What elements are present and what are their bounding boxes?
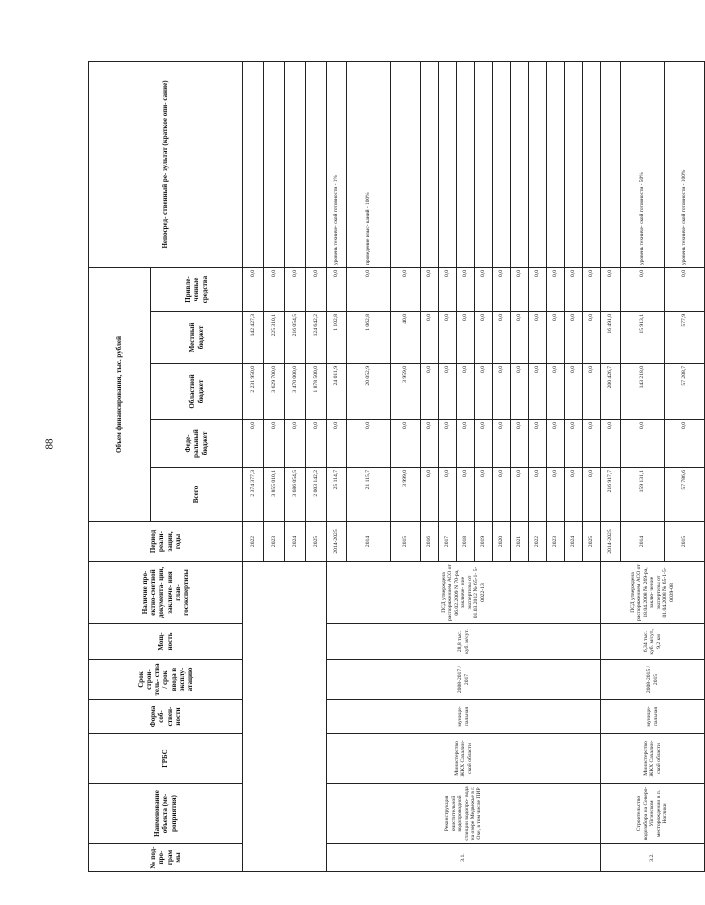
federal-cell: 0,0	[457, 420, 475, 468]
total-cell: 0,0	[421, 468, 439, 522]
federal-cell: 0,0	[264, 420, 285, 468]
period-cell: 2022	[529, 522, 547, 562]
federal-cell: 0,0	[621, 420, 665, 468]
ownership-form: муници- пальная	[327, 700, 601, 734]
regional-cell: 0,0	[439, 364, 457, 420]
period-cell: 2016	[421, 522, 439, 562]
header-form: Форма соб- ствен- ности	[89, 700, 243, 734]
regional-cell: 0,0	[457, 364, 475, 420]
regional-cell: 1 878 500,0	[306, 364, 327, 420]
federal-cell: 0,0	[243, 420, 264, 468]
attracted-cell: 0,0	[391, 268, 421, 312]
attracted-cell: 0,0	[565, 268, 583, 312]
federal-cell: 0,0	[347, 420, 391, 468]
total-cell: 0,0	[565, 468, 583, 522]
total-cell: 0,0	[475, 468, 493, 522]
grbs-cell: Министерство ЖКХ Сахалин- ской области	[327, 734, 601, 784]
local-cell: 0,0	[511, 312, 529, 364]
period-cell: 2015	[391, 522, 421, 562]
object-name: Реконструкция очистительной водопроводной станции водопро- вода на озере Медвежье в г. Охе, в том числе ПИР	[327, 784, 601, 844]
local-cell: 0,0	[421, 312, 439, 364]
local-cell: 0,0	[439, 312, 457, 364]
federal-cell: 0,0	[601, 420, 621, 468]
total-cell: 0,0	[493, 468, 511, 522]
result-cell	[421, 62, 439, 268]
federal-cell: 0,0	[529, 420, 547, 468]
total-cell: 3 999,0	[391, 468, 421, 522]
financing-table	[88, 61, 705, 872]
total-cell: 3 855 010,1	[264, 468, 285, 522]
period-cell: 2015	[665, 522, 705, 562]
local-cell: 0,0	[493, 312, 511, 364]
regional-cell: 24 011,9	[327, 364, 347, 420]
page-number: 88	[43, 438, 56, 450]
local-cell: 0,0	[565, 312, 583, 364]
federal-cell: 0,0	[439, 420, 457, 468]
period-cell: 2021	[511, 522, 529, 562]
regional-cell: 143 218,0	[621, 364, 665, 420]
period-cell: 2017	[439, 522, 457, 562]
object-name: Строительство водозабора на Северо- Уйгинском месторождении в п. Ноглики	[601, 784, 705, 844]
header-num: № под- про- грам мы	[89, 844, 243, 872]
result-cell: уровень техниче- ской готовности - 50%	[621, 62, 665, 268]
total-cell: 3 686 054,5	[285, 468, 306, 522]
attracted-cell: 0,0	[421, 268, 439, 312]
period-cell: 2024	[285, 522, 306, 562]
result-cell	[457, 62, 475, 268]
regional-cell: 0,0	[583, 364, 601, 420]
header-total: Всего	[151, 468, 243, 522]
attracted-cell: 0,0	[285, 268, 306, 312]
attracted-cell: 0,0	[264, 268, 285, 312]
attracted-cell: 0,0	[327, 268, 347, 312]
local-cell: 142 427,3	[243, 312, 264, 364]
local-cell: 225 310,1	[264, 312, 285, 364]
result-cell	[583, 62, 601, 268]
local-cell: 1 102,8	[327, 312, 347, 364]
regional-cell: 2 231 950,0	[243, 364, 264, 420]
result-cell	[306, 62, 327, 268]
regional-cell: 0,0	[511, 364, 529, 420]
total-cell: 0,0	[547, 468, 565, 522]
regional-cell: 57 208,7	[665, 364, 705, 420]
local-cell: 216 054,5	[285, 312, 306, 364]
regional-cell: 0,0	[547, 364, 565, 420]
result-cell	[285, 62, 306, 268]
period-cell: 2014	[347, 522, 391, 562]
local-cell: 577,9	[665, 312, 705, 364]
regional-cell: 0,0	[493, 364, 511, 420]
local-cell: 0,0	[529, 312, 547, 364]
local-cell: 0,0	[457, 312, 475, 364]
capacity-cell: 28,8 тыс. куб. м/сут.	[327, 624, 601, 660]
total-cell: 216 917,7	[601, 468, 621, 522]
period-cell: 2022	[243, 522, 264, 562]
regional-cell: 20 052,9	[347, 364, 391, 420]
federal-cell: 0,0	[565, 420, 583, 468]
continuation-cell	[243, 562, 327, 872]
attracted-cell: 0,0	[475, 268, 493, 312]
period-cell: 2023	[547, 522, 565, 562]
total-cell: 57 786,6	[665, 468, 705, 522]
result-cell	[511, 62, 529, 268]
regional-cell: 3 959,0	[391, 364, 421, 420]
federal-cell: 0,0	[511, 420, 529, 468]
federal-cell: 0,0	[493, 420, 511, 468]
total-cell: 0,0	[583, 468, 601, 522]
result-cell: уровень техниче- ской готовности - 100%	[665, 62, 705, 268]
result-cell: проведение изыс- каний - 100%	[347, 62, 391, 268]
attracted-cell: 0,0	[243, 268, 264, 312]
table-row	[243, 62, 264, 872]
federal-cell: 0,0	[327, 420, 347, 468]
total-cell: 2 374 377,3	[243, 468, 264, 522]
local-cell: 0,0	[583, 312, 601, 364]
row-number: 3.2.	[601, 844, 705, 872]
federal-cell: 0,0	[391, 420, 421, 468]
total-cell: 2 003 142,2	[306, 468, 327, 522]
construction-term: 2008-2017 / 2017	[327, 660, 601, 700]
regional-cell: 0,0	[475, 364, 493, 420]
period-cell: 2018	[457, 522, 475, 562]
regional-cell: 3 629 700,0	[264, 364, 285, 420]
result-cell	[243, 62, 264, 268]
attracted-cell: 0,0	[347, 268, 391, 312]
local-cell: 1 062,8	[347, 312, 391, 364]
total-cell: 0,0	[439, 468, 457, 522]
ownership-form: муници- пальная	[601, 700, 705, 734]
period-cell: 2014-2025	[327, 522, 347, 562]
result-cell	[493, 62, 511, 268]
attracted-cell: 0,0	[493, 268, 511, 312]
attracted-cell: 0,0	[583, 268, 601, 312]
attracted-cell: 0,0	[621, 268, 665, 312]
header-period: Период реали- зации, годы	[89, 522, 243, 562]
federal-cell: 0,0	[547, 420, 565, 468]
psd-cell: ПСД утверждена распоряжением АСО от 18.04.2008 № 269-ра, заклю- чение экспертизы от 01.04.2008 № 65-1-5-0039-08	[601, 562, 705, 624]
row-number: 3.1.	[327, 844, 601, 872]
attracted-cell: 0,0	[439, 268, 457, 312]
local-cell: 16 491,0	[601, 312, 621, 364]
header-attracted: Привле- ченные средства	[151, 268, 243, 312]
period-cell: 2025	[306, 522, 327, 562]
federal-cell: 0,0	[306, 420, 327, 468]
header-volume: Объем финансирования, тыс. рублей	[89, 268, 151, 522]
result-cell: уровень техниче- ской готовности - 1%	[327, 62, 347, 268]
header-psd: Наличие про- ектно-сметной документа- ции, заключе- ния глав- госэкспертизы	[89, 562, 243, 624]
local-cell: 15 913,1	[621, 312, 665, 364]
header-term: Срок строи- тель- ства / срок ввода в эксплу- атацию	[89, 660, 243, 700]
local-cell: 124 642,2	[306, 312, 327, 364]
header-regional: Областной бюджет	[151, 364, 243, 420]
federal-cell: 0,0	[665, 420, 705, 468]
period-cell: 2020	[493, 522, 511, 562]
capacity-cell: 6,34 тыс. куб. м/сут., 9,2 км	[601, 624, 705, 660]
header-local: Местный бюджет	[151, 312, 243, 364]
total-cell: 0,0	[511, 468, 529, 522]
period-cell: 2025	[583, 522, 601, 562]
regional-cell: 0,0	[565, 364, 583, 420]
result-cell	[547, 62, 565, 268]
attracted-cell: 0,0	[306, 268, 327, 312]
attracted-cell: 0,0	[529, 268, 547, 312]
period-cell: 2014	[621, 522, 665, 562]
psd-cell: ПСД утверждена распоряжением АСО от 06.02.2009 N 70-ра, заключе- ние экспертизы от 01.03.2012 № 65-1- 5-0022-13	[327, 562, 601, 624]
federal-cell: 0,0	[285, 420, 306, 468]
federal-cell: 0,0	[421, 420, 439, 468]
total-cell: 159 131,1	[621, 468, 665, 522]
local-cell: 0,0	[475, 312, 493, 364]
result-cell	[264, 62, 285, 268]
header-federal: Феде- ральный бюджет	[151, 420, 243, 468]
period-cell: 2019	[475, 522, 493, 562]
regional-cell: 200 426,7	[601, 364, 621, 420]
attracted-cell: 0,0	[457, 268, 475, 312]
local-cell: 40,0	[391, 312, 421, 364]
attracted-cell: 0,0	[511, 268, 529, 312]
result-cell	[601, 62, 621, 268]
regional-cell: 3 470 000,0	[285, 364, 306, 420]
result-cell	[439, 62, 457, 268]
total-cell: 0,0	[529, 468, 547, 522]
header-row-1	[89, 62, 151, 872]
grbs-cell: Министерство ЖКХ Сахалин- ской области	[601, 734, 705, 784]
attracted-cell: 0,0	[665, 268, 705, 312]
table-row	[601, 62, 621, 872]
regional-cell: 0,0	[421, 364, 439, 420]
period-cell: 2023	[264, 522, 285, 562]
total-cell: 25 114,7	[327, 468, 347, 522]
header-result: Непосред- ственный ре- зультат (краткое опи- сание)	[89, 62, 243, 268]
attracted-cell: 0,0	[601, 268, 621, 312]
period-cell: 2024	[565, 522, 583, 562]
total-cell: 0,0	[457, 468, 475, 522]
header-grbs: ГРБС	[89, 734, 243, 784]
attracted-cell: 0,0	[547, 268, 565, 312]
federal-cell: 0,0	[583, 420, 601, 468]
total-cell: 21 115,7	[347, 468, 391, 522]
result-cell	[529, 62, 547, 268]
table-row	[327, 62, 347, 872]
federal-cell: 0,0	[475, 420, 493, 468]
result-cell	[565, 62, 583, 268]
period-cell: 2014-2025	[601, 522, 621, 562]
rotated-table-container	[88, 62, 688, 872]
regional-cell: 0,0	[529, 364, 547, 420]
construction-term: 2008-2015 / 2015	[601, 660, 705, 700]
header-power: Мощ- ность	[89, 624, 243, 660]
result-cell	[475, 62, 493, 268]
result-cell	[391, 62, 421, 268]
header-name: Наименование объекта (ме- роприятия)	[89, 784, 243, 844]
local-cell: 0,0	[547, 312, 565, 364]
